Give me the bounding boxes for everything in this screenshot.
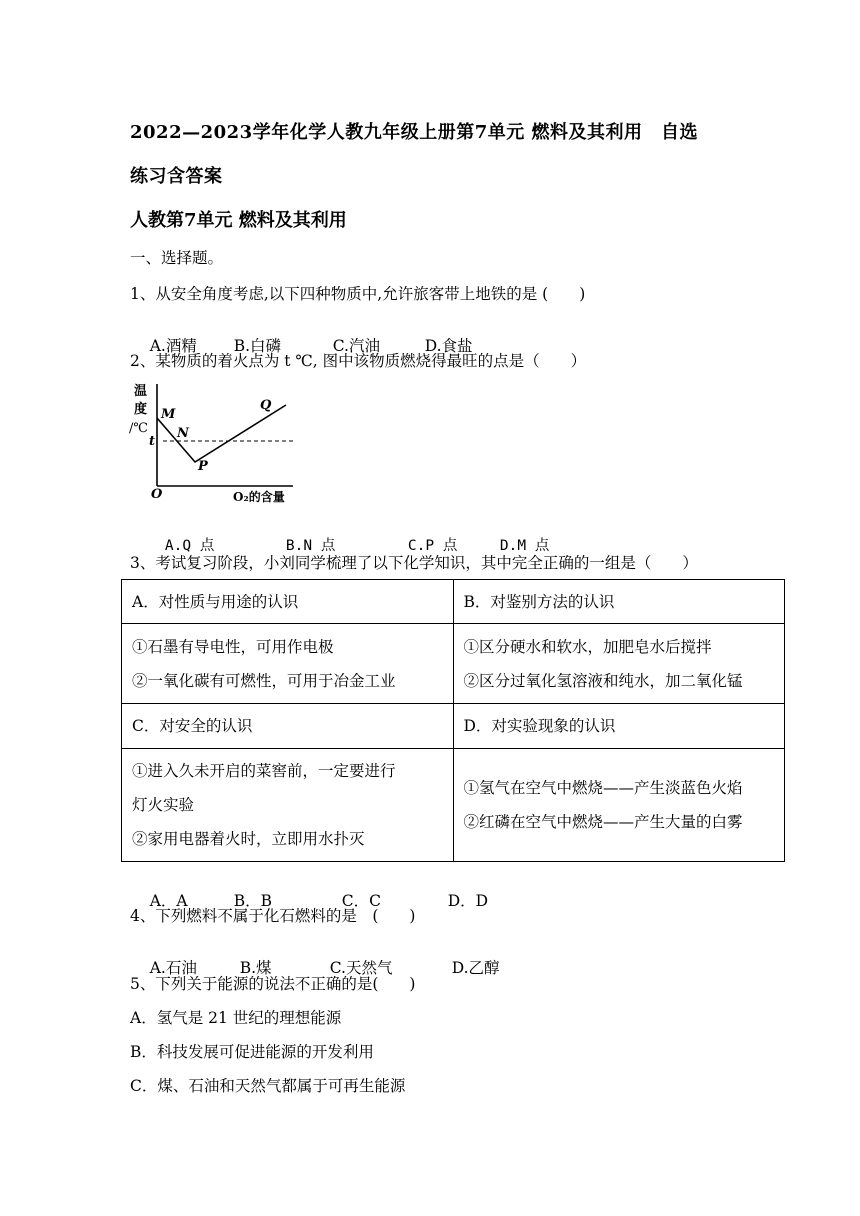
knowledge-table <box>121 579 785 862</box>
table-cell-b-header: B．对鉴别方法的认识 <box>453 580 785 624</box>
y-axis-label-unit: /℃ <box>129 421 148 436</box>
question-5-option-b: B．科技发展可促进能源的开发利用 <box>130 1043 374 1061</box>
origin-label: O <box>151 487 163 502</box>
option-d: D．D <box>447 892 489 910</box>
temperature-oxygen-graph <box>125 378 305 506</box>
table-line: 灯火实验 <box>132 796 195 814</box>
document-title-line-1: 2022—2023学年化学人教九年级上册第7单元 燃料及其利用 自选 <box>130 122 698 143</box>
option-c: C.P 点 <box>407 538 458 554</box>
question-5-option-c: C．煤、石油和天然气都属于可再生能源 <box>130 1077 406 1095</box>
option-b: B.N 点 <box>285 538 336 554</box>
question-1-stem: 1、从安全角度考虑,以下四种物质中,允许旅客带上地铁的是 ( ) <box>130 285 586 303</box>
table-row <box>122 749 785 862</box>
point-m-label: M <box>161 407 176 422</box>
table-line: ②一氧化碳有可燃性，可用于冶金工业 <box>132 671 396 690</box>
table-line: ①氢气在空气中燃烧——产生淡蓝色火焰 <box>463 779 743 797</box>
option-a: A.Q 点 <box>164 538 215 554</box>
table-line: ②红磷在空气中燃烧——产生大量的白雾 <box>463 813 743 831</box>
question-5-option-a: A．氢气是 21 世纪的理想能源 <box>130 1009 342 1027</box>
table-cell-d-header: D．对实验现象的认识 <box>453 704 785 749</box>
table-cell-b-content <box>453 624 785 704</box>
option-c: C.天然气 <box>329 959 393 977</box>
point-q-label: Q <box>260 398 272 413</box>
table-cell-d-content <box>453 749 785 862</box>
option-a: A.酒精 <box>149 337 197 355</box>
table-cell-a-content <box>122 624 454 704</box>
unit-heading: 人教第7单元 燃料及其利用 <box>130 210 347 231</box>
table-line: ①区分硬水和软水，加肥皂水后搅拌 <box>463 637 712 656</box>
table-cell-c-header: C．对安全的认识 <box>122 704 454 749</box>
y-axis-label-char-2: 度 <box>134 402 148 417</box>
table-row <box>122 580 785 624</box>
option-c: C.汽油 <box>332 337 380 355</box>
option-d: D.食盐 <box>424 337 473 355</box>
table-cell-c-content <box>122 749 454 862</box>
x-axis-label: O₂的含量 <box>233 490 285 504</box>
option-d: D.M 点 <box>499 538 550 554</box>
option-c: C．C <box>341 892 381 910</box>
y-axis-label-char-1: 温 <box>134 384 148 399</box>
table-line: ①石墨有导电性，可用作电极 <box>132 637 334 656</box>
question-2-stem: 2、某物质的着火点为 t ℃, 图中该物质燃烧得最旺的点是（ ） <box>130 352 587 370</box>
option-b: B.煤 <box>239 959 272 977</box>
table-cell-a-header: A．对性质与用途的认识 <box>122 580 454 624</box>
option-a: A.石油 <box>149 959 197 977</box>
table-line: ①进入久未开启的菜窖前，一定要进行 <box>132 762 396 780</box>
table-line: ②家用电器着火时，立即用水扑灭 <box>132 830 365 848</box>
point-n-label: N <box>177 426 189 441</box>
question-4-stem: 4、下列燃料不属于化石燃料的是 ( ) <box>130 907 416 925</box>
t-label: t <box>149 434 156 449</box>
table-row <box>122 624 785 704</box>
question-3-stem: 3、考试复习阶段，小刘同学梳理了以下化学知识，其中完全正确的一组是（ ） <box>130 554 698 572</box>
section-heading: 一、选择题。 <box>130 249 224 267</box>
option-b: B.白磷 <box>233 337 282 355</box>
table-row <box>122 704 785 749</box>
table-line: ②区分过氧化氢溶液和纯水，加二氧化锰 <box>463 671 743 690</box>
option-a: A．A <box>149 892 188 910</box>
document-title-line-2: 练习含答案 <box>130 166 223 187</box>
option-d: D.乙醇 <box>451 959 500 977</box>
option-b: B．B <box>233 892 272 910</box>
point-p-label: P <box>198 459 208 474</box>
question-5-stem: 5、下列关于能源的说法不正确的是( ) <box>130 975 416 993</box>
